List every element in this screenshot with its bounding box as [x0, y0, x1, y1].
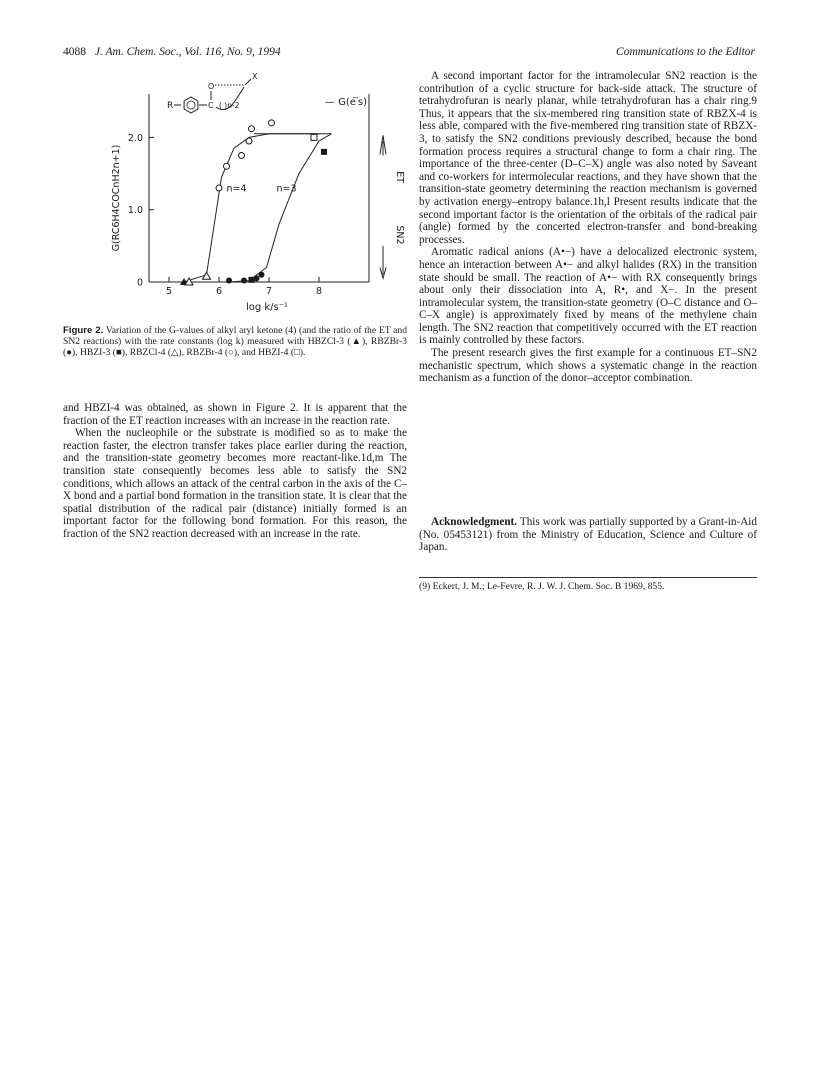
data-point-RBZBr-3 — [241, 278, 247, 284]
n3-label: n=3 — [276, 183, 297, 195]
x-tick-label: 7 — [265, 286, 273, 297]
data-point-RBZBr-3 — [226, 278, 232, 284]
data-point-RBZBr-4 — [224, 163, 230, 169]
x-axis-label: log k/s⁻¹ — [245, 302, 289, 313]
ge-label: — G(e ̅s) — [324, 96, 367, 108]
paragraph: The present research gives the first example for a continuous ET–SN2 mechanistic spectrum, which shows a systematic change in the reaction mechanism as a function of the donor–acceptor combination. — [419, 347, 757, 385]
curve-n3 — [184, 134, 332, 282]
journal-citation: J. Am. Chem. Soc., Vol. 116, No. 9, 1994 — [94, 46, 281, 58]
y-tick-label: 0 — [136, 277, 143, 289]
paragraph: A second important factor for the intramolecular SN2 reaction is the contribution of a cyclic structure for back-side attack. The structure of tetrahydrofuran is nearly planar, while tetrahydrofuran has a chair ring.9 Thus, it appears that the six-membered ring transition state of RBZX-4 is less able, compared with the five-membered ring transition state of RBZX-3, to satisfy the SN2 conditions previously described, because the bond formation process requires a structural change to form a chair ring. The importance of the three-center (D–C–X) angle was also noted by Saveant and co-workers for intermolecular reactions, and they have shown that the transition-state geometry determining the reaction mechanism is governed by activation energy–entropy balance.1h,l Present results indicate that the second important factor is the orientation of the orbitals of the radical pair (angle) formed by the concerted electron-transfer and bond-breaking processes. — [419, 70, 757, 246]
page-header — [63, 46, 755, 60]
data-point-HBZI-4 — [311, 134, 317, 140]
left-column — [63, 402, 407, 541]
paragraph: Aromatic radical anions (A•−) have a delocalized electronic system, hence an interaction between A•− and alkyl halides (RX) in the transition state should be small. The reaction of A•− with RX consequently brings about only their dissociation into A, R•, and X−. In the present intramolecular system, the transition-state geometry (O–C distance and O–C–X angle) is approximately fixed by means of the methylene chain length. The SN2 reaction that competitively occurred with the ET reaction is mainly controlled by these factors. — [419, 246, 757, 347]
data-point-RBZBr-4 — [239, 152, 245, 158]
data-point-RBZBr-4 — [269, 120, 275, 126]
inset-leaving-group: X — [252, 72, 258, 81]
data-point-HBZI-3 — [249, 277, 255, 283]
inset-oxygen: O — [208, 82, 215, 91]
paragraph: When the nucleophile or the substrate is modified so as to make the reaction faster, the electron transfer takes place earlier during the reaction, and the transition-state geometry becomes more reactant-like.1d,m The transition state consequently becomes less able to satisfy the SN2 conditions, which allows an attack of the central carbon in the axis of the C–X bond and a partial bond formation in the transition state. It is clear that the spatial distribution of the radical pair (distance) initially formed is an important factor for the following bond formation. For this reason, the fraction of the SN2 reaction decreased with an increase in the rate. — [63, 427, 407, 540]
inset-chain-label: ( )n-2 — [219, 101, 240, 110]
n4-label: n=4 — [226, 183, 247, 195]
x-tick-label: 8 — [315, 286, 323, 297]
data-point-HBZI-3 — [321, 149, 327, 155]
inset-carbon: C — [208, 101, 214, 110]
structure-inset — [167, 72, 258, 113]
caption-label: Figure 2. — [63, 325, 104, 336]
et-label: ET — [394, 171, 405, 184]
x-tick-label: 5 — [165, 286, 173, 297]
y-tick-label: 1.0 — [127, 205, 143, 217]
plot-curves — [184, 134, 332, 282]
right-column — [419, 70, 757, 385]
figure-plot — [63, 70, 407, 322]
data-point-RBZBr-4 — [246, 138, 252, 144]
plot-marks — [180, 120, 327, 285]
x-tick-label: 6 — [215, 286, 223, 297]
y-axis-label: G(RC6H4COCnH2n+1) — [111, 144, 122, 252]
paragraph: and HBZI-4 was obtained, as shown in Figure 2. It is apparent that the fraction of the ET reaction increases with an increase in the reaction rate. — [63, 402, 407, 427]
sn2-label: SN2 — [394, 225, 405, 245]
benzene-ring-icon — [184, 97, 198, 113]
section-title: Communications to the Editor — [616, 46, 755, 58]
acknowledgment — [419, 516, 757, 554]
footnote: (9) Eckert, J. M.; Le-Fevre, R. J. W. J. Chem. Soc. B 1969, 855. — [419, 577, 757, 592]
plot-axes — [149, 94, 369, 282]
acknowledgment-heading: Acknowledgment. — [431, 516, 518, 528]
inset-r-group: R — [167, 101, 174, 111]
curve-n4 — [184, 134, 319, 282]
data-point-RBZBr-4 — [216, 185, 222, 191]
inset-bond — [245, 79, 251, 85]
aromatic-circle-icon — [187, 101, 195, 109]
data-point-RBZBr-4 — [249, 126, 255, 132]
acknowledgment-text: This work was partially supported by a Grant-in-Aid (No. 05453121) from the Ministry of Education, Science and Culture of Japan. — [419, 516, 757, 554]
y-tick-label: 2.0 — [127, 132, 143, 144]
acknowledgment-paragraph — [419, 516, 757, 554]
page-number: 4088 — [63, 46, 86, 58]
figure-2 — [63, 70, 407, 322]
header-left — [63, 46, 281, 58]
data-point-RBZBr-3 — [259, 272, 265, 278]
figure-caption — [63, 326, 407, 359]
caption-text: Variation of the G-values of alkyl aryl ketone (4) (and the ratio of the ET and SN2 reactions) with the rate constants (log k) measured with HBZCl-3 (▲), RBZBr-3 (●), HBZI-3 (■), RBZCl-4 (△), RBZBr-4 (○), and HBZI-4 (□). — [63, 325, 407, 358]
